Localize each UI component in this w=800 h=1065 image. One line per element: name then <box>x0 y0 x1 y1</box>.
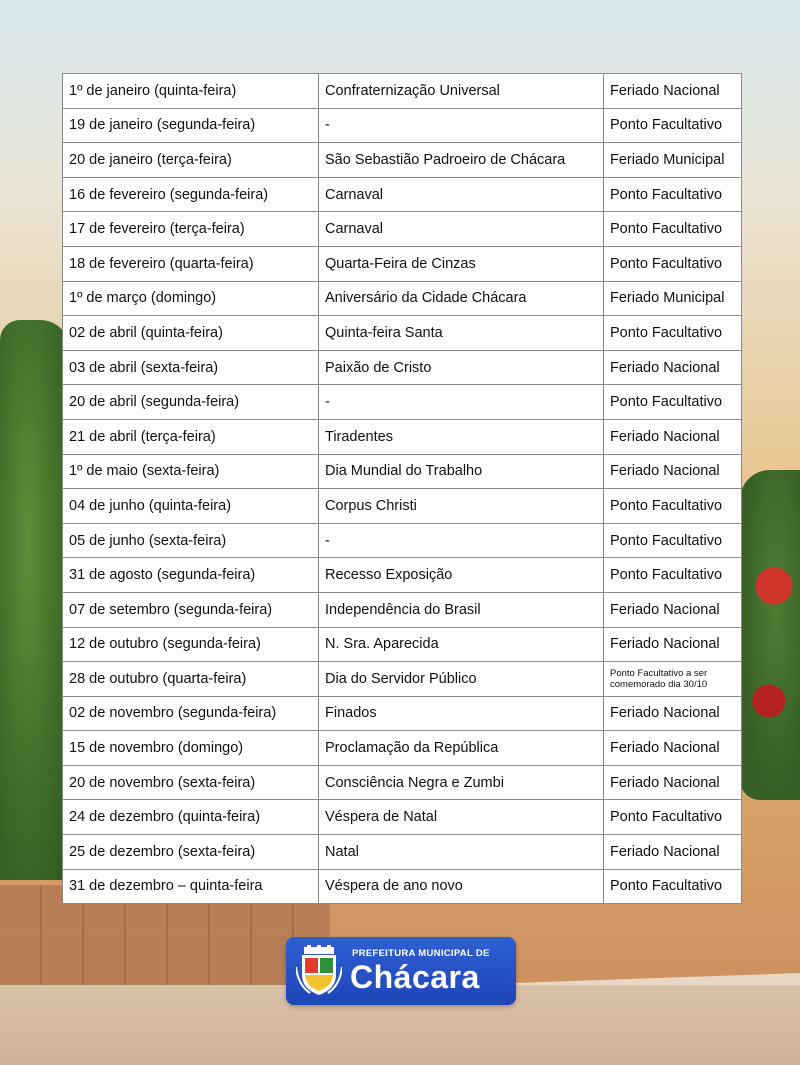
event-cell: Proclamação da República <box>319 731 604 766</box>
type-cell: Feriado Nacional <box>604 419 742 454</box>
table-row <box>63 419 742 454</box>
type-cell: Ponto Facultativo <box>604 385 742 420</box>
table-row <box>63 558 742 593</box>
table-row <box>63 454 742 489</box>
table-row <box>63 523 742 558</box>
event-cell: Carnaval <box>319 212 604 247</box>
event-cell: Dia Mundial do Trabalho <box>319 454 604 489</box>
type-cell: Feriado Nacional <box>604 731 742 766</box>
table-row <box>63 835 742 870</box>
event-cell: - <box>319 523 604 558</box>
table-row <box>63 108 742 143</box>
table-row <box>63 143 742 178</box>
background-foliage-left <box>0 320 70 880</box>
city-crest-icon <box>296 945 342 997</box>
event-cell: Consciência Negra e Zumbi <box>319 765 604 800</box>
type-cell: Ponto Facultativo <box>604 246 742 281</box>
date-cell: 31 de agosto (segunda-feira) <box>63 558 319 593</box>
event-cell: Quarta-Feira de Cinzas <box>319 246 604 281</box>
date-cell: 21 de abril (terça-feira) <box>63 419 319 454</box>
event-cell: São Sebastião Padroeiro de Chácara <box>319 143 604 178</box>
type-cell: Feriado Municipal <box>604 281 742 316</box>
type-cell: Ponto Facultativo <box>604 523 742 558</box>
table-row <box>63 350 742 385</box>
table-row <box>63 177 742 212</box>
event-cell: Paixão de Cristo <box>319 350 604 385</box>
table-row <box>63 212 742 247</box>
type-cell: Ponto Facultativo <box>604 212 742 247</box>
event-cell: Tiradentes <box>319 419 604 454</box>
type-cell: Feriado Nacional <box>604 592 742 627</box>
type-cell: Ponto Facultativo <box>604 489 742 524</box>
event-cell: Independência do Brasil <box>319 592 604 627</box>
date-cell: 25 de dezembro (sexta-feira) <box>63 835 319 870</box>
type-cell: Ponto Facultativo <box>604 800 742 835</box>
holiday-calendar-table <box>62 73 742 904</box>
type-cell: Ponto Facultativo <box>604 108 742 143</box>
type-cell: Ponto Facultativo <box>604 869 742 904</box>
date-cell: 24 de dezembro (quinta-feira) <box>63 800 319 835</box>
table-row <box>63 800 742 835</box>
event-cell: Corpus Christi <box>319 489 604 524</box>
table-row <box>63 316 742 351</box>
date-cell: 18 de fevereiro (quarta-feira) <box>63 246 319 281</box>
event-cell: - <box>319 108 604 143</box>
event-cell: N. Sra. Aparecida <box>319 627 604 662</box>
event-cell: - <box>319 385 604 420</box>
type-cell: Ponto Facultativo <box>604 558 742 593</box>
table-row <box>63 592 742 627</box>
type-cell: Ponto Facultativo <box>604 316 742 351</box>
table-row <box>63 74 742 109</box>
event-cell: Recesso Exposição <box>319 558 604 593</box>
date-cell: 1º de março (domingo) <box>63 281 319 316</box>
type-cell: Feriado Nacional <box>604 74 742 109</box>
type-cell: Feriado Nacional <box>604 454 742 489</box>
event-cell: Finados <box>319 696 604 731</box>
date-cell: 03 de abril (sexta-feira) <box>63 350 319 385</box>
type-cell: Feriado Nacional <box>604 696 742 731</box>
date-cell: 05 de junho (sexta-feira) <box>63 523 319 558</box>
date-cell: 20 de abril (segunda-feira) <box>63 385 319 420</box>
date-cell: 12 de outubro (segunda-feira) <box>63 627 319 662</box>
date-cell: 17 de fevereiro (terça-feira) <box>63 212 319 247</box>
holiday-table-body <box>63 74 742 904</box>
date-cell: 04 de junho (quinta-feira) <box>63 489 319 524</box>
logo-city-name: Chácara <box>350 959 480 995</box>
date-cell: 02 de abril (quinta-feira) <box>63 316 319 351</box>
table-row <box>63 281 742 316</box>
event-cell: Dia do Servidor Público <box>319 662 604 697</box>
date-cell: 28 de outubro (quarta-feira) <box>63 662 319 697</box>
event-cell: Véspera de ano novo <box>319 869 604 904</box>
event-cell: Natal <box>319 835 604 870</box>
type-cell: Feriado Nacional <box>604 350 742 385</box>
table-row <box>63 869 742 904</box>
table-row <box>63 489 742 524</box>
logo-subtitle: PREFEITURA MUNICIPAL DE <box>352 948 490 959</box>
background-flowers <box>748 540 800 770</box>
type-cell: Ponto Facultativo a ser comemorado dia 30/10 <box>604 662 742 697</box>
table-row <box>63 246 742 281</box>
table-row <box>63 765 742 800</box>
date-cell: 07 de setembro (segunda-feira) <box>63 592 319 627</box>
date-cell: 02 de novembro (segunda-feira) <box>63 696 319 731</box>
event-cell: Véspera de Natal <box>319 800 604 835</box>
table-row <box>63 662 742 697</box>
date-cell: 31 de dezembro – quinta-feira <box>63 869 319 904</box>
date-cell: 20 de novembro (sexta-feira) <box>63 765 319 800</box>
table-row <box>63 385 742 420</box>
table-row <box>63 731 742 766</box>
type-cell: Ponto Facultativo <box>604 177 742 212</box>
event-cell: Quinta-feira Santa <box>319 316 604 351</box>
date-cell: 20 de janeiro (terça-feira) <box>63 143 319 178</box>
type-cell: Feriado Nacional <box>604 627 742 662</box>
date-cell: 16 de fevereiro (segunda-feira) <box>63 177 319 212</box>
date-cell: 19 de janeiro (segunda-feira) <box>63 108 319 143</box>
type-cell: Feriado Municipal <box>604 143 742 178</box>
date-cell: 1º de maio (sexta-feira) <box>63 454 319 489</box>
prefeitura-logo <box>286 937 516 1005</box>
type-cell: Feriado Nacional <box>604 765 742 800</box>
table-row <box>63 696 742 731</box>
event-cell: Aniversário da Cidade Chácara <box>319 281 604 316</box>
event-cell: Confraternização Universal <box>319 74 604 109</box>
table-row <box>63 627 742 662</box>
event-cell: Carnaval <box>319 177 604 212</box>
date-cell: 15 de novembro (domingo) <box>63 731 319 766</box>
type-cell: Feriado Nacional <box>604 835 742 870</box>
date-cell: 1º de janeiro (quinta-feira) <box>63 74 319 109</box>
